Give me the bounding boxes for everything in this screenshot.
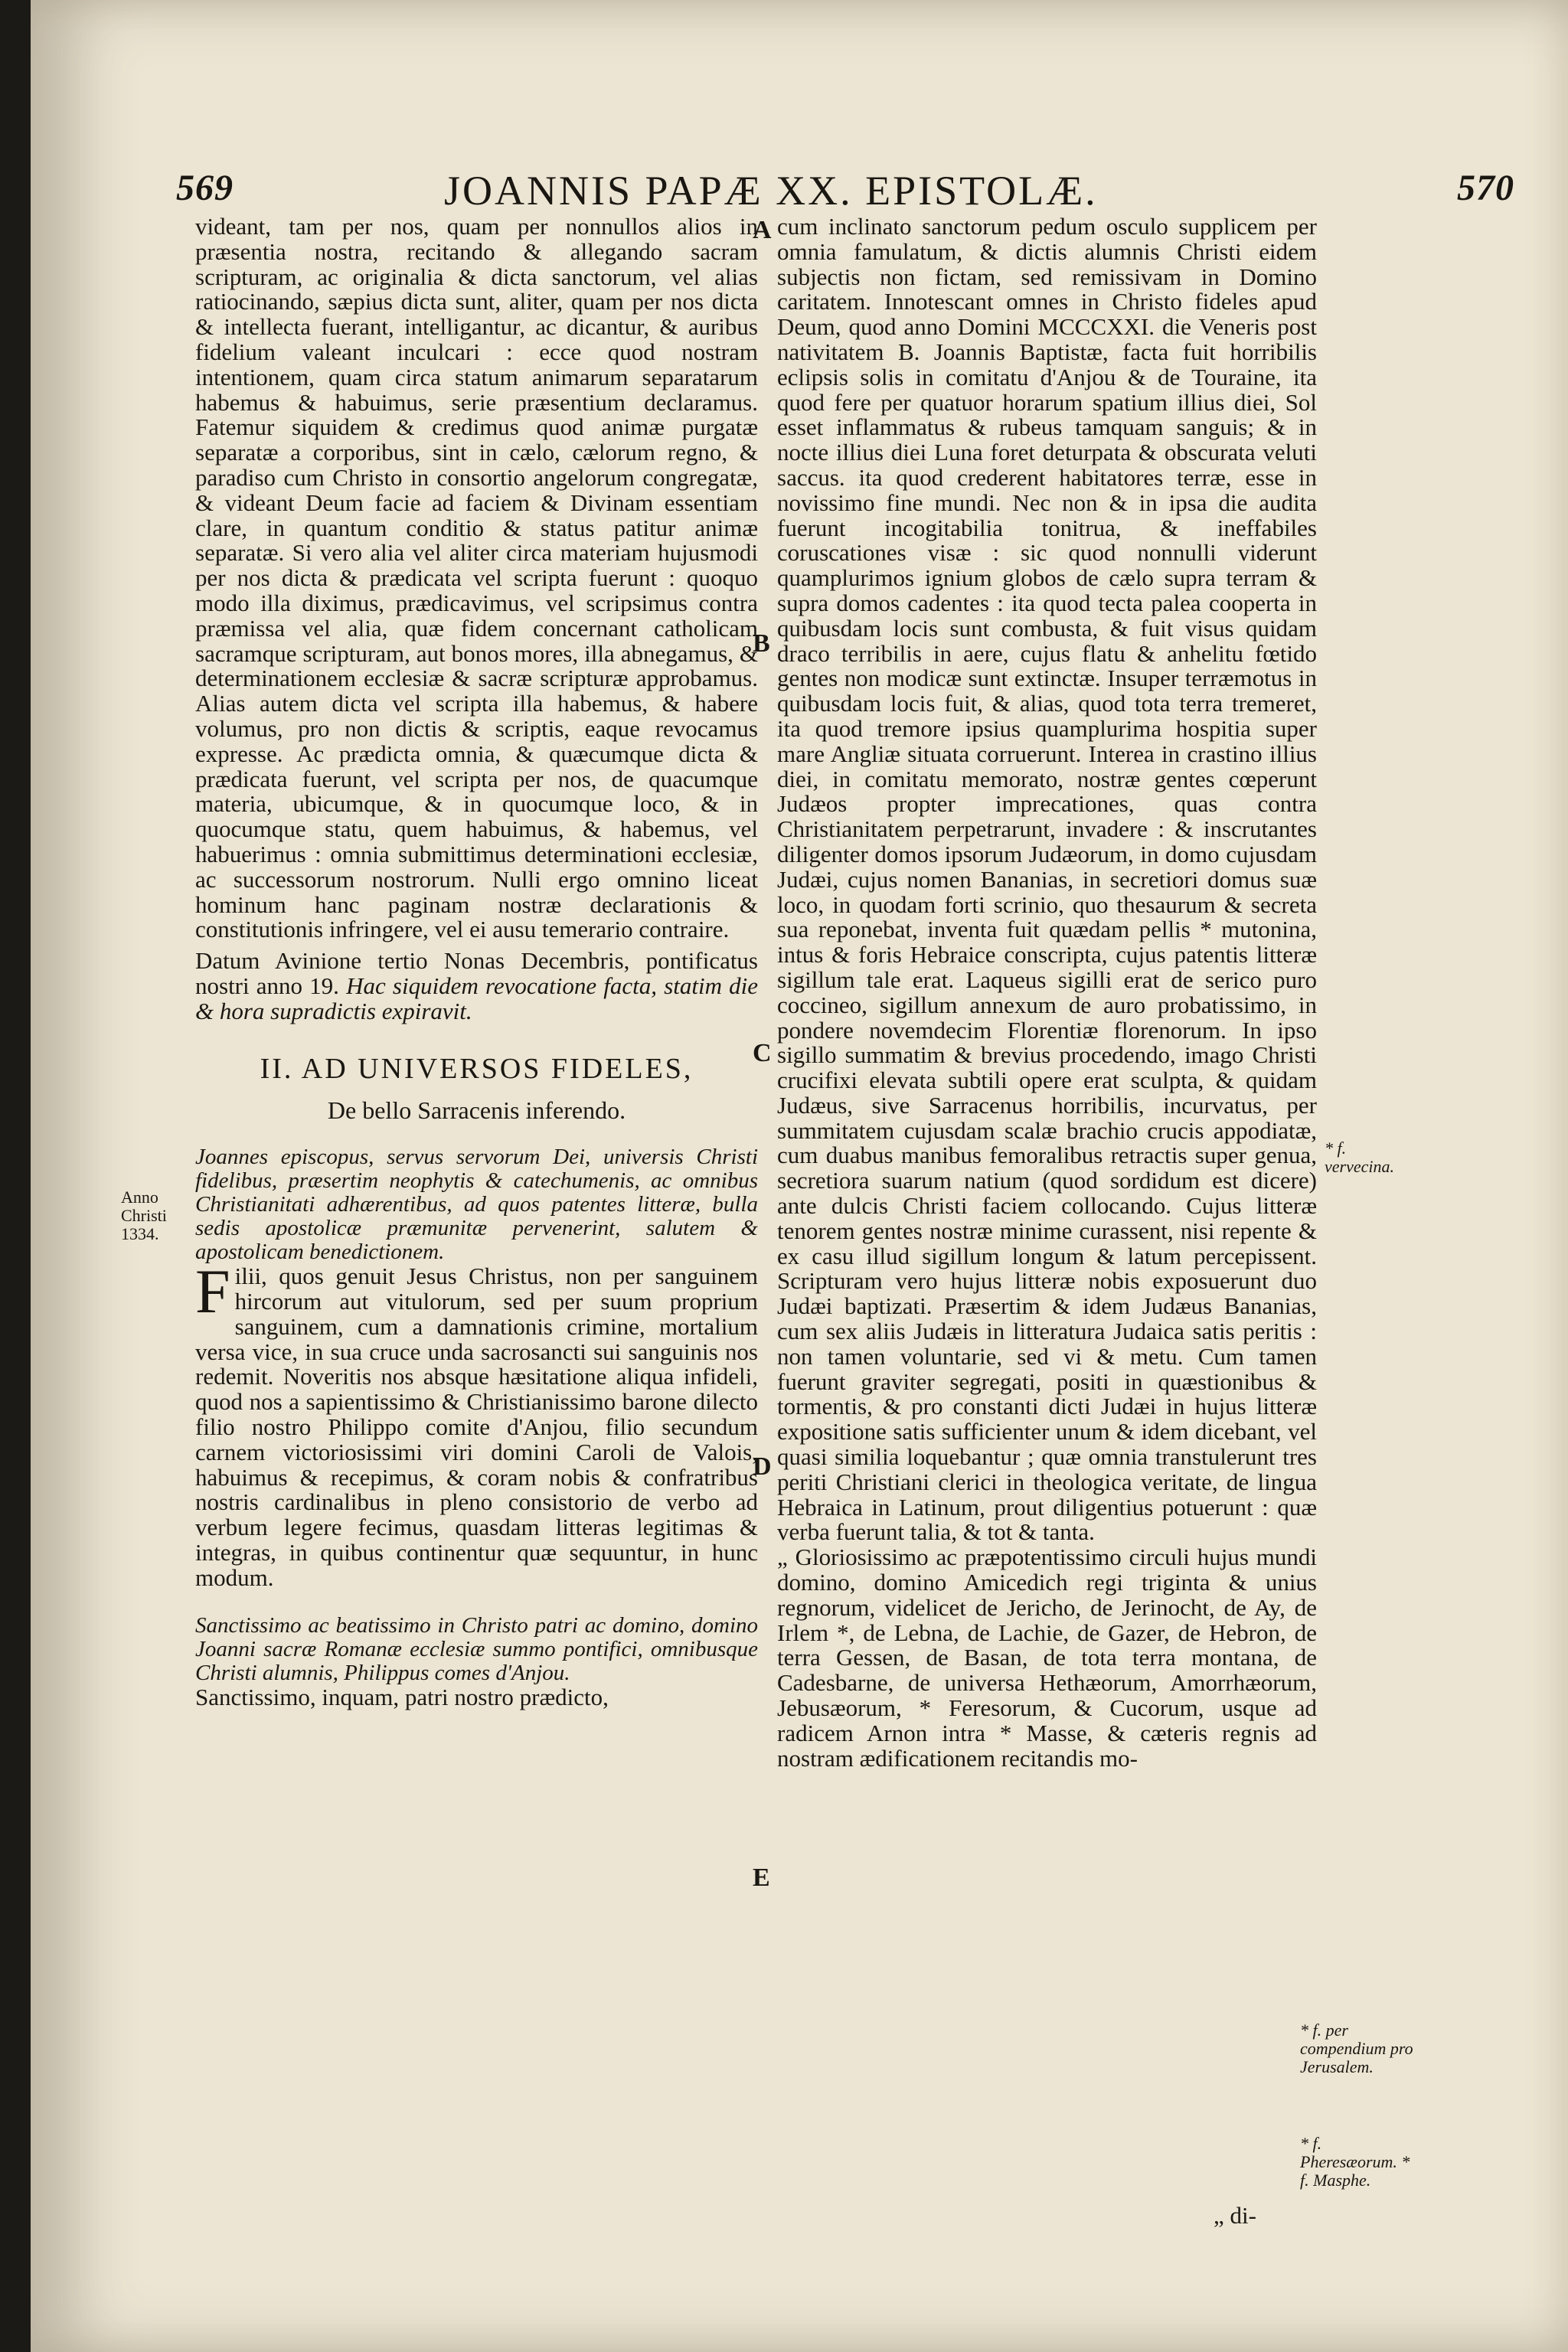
book-page [31,0,1568,2352]
section-letter-c: C [753,1039,772,1067]
running-title: JOANNIS PAPÆ XX. EPISTOLÆ. [444,168,1098,214]
paragraph-declaration: videant, tam per nos, quam per nonnullos alios in præsentia nostra, recitando & allegando sacram scripturam, ac originalia & dicta sanctorum, vel alias ratiocinando, sæpius dicta sunt, aliter, quam per nos dicta & intellecta fuerant, intelligantur, ac dicantur, & auribus fidelium valeant inculcari : ecce quod nostram intentionem, quam circa statum animarum separatarum habemus & habuimus, serie præsentium declaramus. Fatemur siquidem & credimus quod animæ purgatæ separatæ a corporibus, sint in cælo, cælorum regno, & paradiso cum Christo in consortio angelorum congregatæ, & videant Deum facie ad faciem & Divinam essentiam clare, in quantum conditio & status patitur animæ separatæ. Si vero alia vel aliter circa materiam hujusmodi per nos dicta & prædicata vel scripta fuerunt : quoquo modo illa diximus, prædicavimus, vel scripsimus contra præmissa vel alia, quæ fidem concernant catholicam sacramque scripturam, aut bonos mores, illa abnegamus, & determinationem ecclesiæ & sacræ scripturæ approbamus. Alias autem dicta vel scripta illa habemus, & habere volumus, pro non dictis & scriptis, eaque revocamus expresse. Ac prædicta omnia, & quæcumque dicta & prædicata fuerunt, vel scripta per nos, de quacumque materia, ubicumque, & in quocumque loco, & in quocumque statu, quem habuimus, & habemus, vel habuerimus : omnia submittimus determinationi ecclesiæ, ac successorum nostrorum. Nulli ergo omnino liceat hominum hanc paginam nostræ declarationis & constitutionis infringere, vel ei ausu temerario contraire. [195,213,758,943]
margin-note-vervecina: * f. vervecina. [1325,1138,1394,1176]
section-letter-e: E [753,1864,770,1892]
section-letter-d: D [753,1452,772,1481]
salutation-paragraph: Sanctissimo ac beatissimo in Christo patri ac domino, domino Joanni sacræ Romanæ ecclesiæ summo pontifici, omnibusque Christi alumnis, Philippus comes d'Anjou. [195,1612,758,1685]
section-letter-b: B [753,629,770,658]
section-letter-a: A [753,216,772,244]
page-number-left: 569 [176,168,234,208]
quoted-letter: „ Gloriosissimo ac præpotentissimo circuli hujus mundi domino, domino Amicedich regi triginta & unius regnorum, videlicet de Jericho, de Jerinocht, de Ay, de Irlem *, de Lebna, de Lachie, de Gazer, de Hebron, de terra Gessen, de Basan, de tota terra montana, de Cadesbarne, de universa Hethæorum, Amorrhæorum, Jebusæorum, * Feresorum, & Cucorum, usque ad radicem Arnon intra * Masse, & cæteris regnis ad nostram ædificationem recitandis mo- [777,1544,1317,1772]
drop-cap: F [195,1256,230,1327]
margin-note-jerusalem: * f. per compendium pro Jerusalem. [1300,2020,1413,2076]
datum-text: Datum Avinione tertio Nonas Decembris, pontificatus nostri anno 19. [195,947,758,999]
page-number-right: 570 [1457,168,1514,208]
paragraph-letter: cum inclinato sanctorum pedum osculo supplicem per omnia famulatum, & dictis alumnis Christi eidem subjectis non fictam, sed remissivam in Domino caritatem. Innotescant omnes in Christo fideles apud Deum, quod anno Domini MCCCXXI. die Veneris post nativitatem B. Joannis Baptistæ, facta fuit horribilis eclipsis solis in comitatu d'Anjou & de Touraine, ita quod fere per quatuor horarum spatium illius diei, Sol esset inflammatus & rubeus tamquam sanguis; & in nocte illius diei Luna foret deturpata & obscurata veluti saccus. ita quod crederent habitatores terræ, esse in novissimo fine mundi. Nec non & in ipsa die audita fuerunt incogitabilia tonitrua, & ineffabiles coruscationes visæ : sic quod nonnulli viderunt quamplurimos ignium globos de cælo supra terram & supra domos cadentes : ita quod tecta palea cooperta in quibusdam locis sunt combusta, & fuit visus quidam draco terribilis in aere, cujus flatu & anhelitu fœtido gentes non modicæ sunt extinctæ. Insuper terræmotus in quibusdam locis fuit, & alias, quod tota terra tremeret, ita quod tremore ipsius quamplurima hospitia super mare Angliæ situata corruerunt. Interea in crastino illius diei, in comitatu memorato, nostræ gentes cœperunt Judæos propter imprecationes, quas contra Christianitatem perpetrarunt, invadere : & inscrutantes diligenter domos ipsorum Judæorum, in domo cujusdam Judæi, cujus nomen Bananias, in secretiori domus suæ loco, in quodam forti scrinio, quo thesaurum & secreta sua reponebat, inventa fuit quædam pellis * mutonina, intus & foris Hebraice conscripta, cujus patentis litteræ sigillum tale erat. Laqueus sigilli erat de serico puro coccineo, sigillum annexum de auro probatissimo, in pondere novemdecim Florentiæ florenorum. In ipso sigillo summatim & brevius procedendo, imago Christi crucifixi elevata subtili opere erat sculpta, & quidam Judæus, sive Sarracenus horribilis, incurvatus, per summitatem cujusdam scalæ brachio crucis appodiatæ, cum duabus manibus femoralibus retractis super genua, secretiora suarum natium (quod sordidum est dicere) ante dulcis Christi faciem collocando. Cujus litteræ tenorem gentes nostræ minime curassent, nisi repente & ex casu illud sigillum longum & latum percepissent. Scripturam vero hujus litteræ nobis exposuerunt duo Judæi baptizati. Præsertim & idem Judæus Bananias, cum sex aliis Judæis in litteratura Judaica satis peritis : non tamen voluntarie, sed vi & metu. Cum tamen fuerunt graviter segregati, positi in quæstionibus & tormentis, & pro constanti dicti Judæi in hujus litteræ expositione satis sufficienter unum & idem dicebant, vel quasi similia loquebantur ; quæ omnia transtulerunt tres periti Christiani clerici in theologica veritate, de lingua Hebraica in Latinum, prout diligentius potuerunt : quæ verba fuerunt talia, & tot & tanta. [777,213,1317,1546]
right-column [777,214,1317,1771]
datum-note: Hac siquidem revocatione facta, statim die & hora supradictis expiravit. [195,972,759,1024]
closing-line: Sanctissimo, inquam, patri nostro prædicto, [195,1683,609,1710]
paragraph-filii [195,1256,758,1591]
section-heading: II. AD UNIVERSOS FIDELES, [260,1052,694,1085]
section-subheading: De bello Sarracenis inferendo. [327,1096,626,1124]
left-column [195,214,758,1710]
catchword: „ di- [1214,2202,1256,2229]
address-paragraph: Joannes episcopus, servus servorum Dei, universis Christi fidelibus, præsertim neophytis & catechumenis, ac omnibus Christianitati adhærentibus, ad quos patentes litteræ, bulla sedis apostolicæ præmunitæ pervenerint, salutem & apostolicam benedictionem. [195,1145,758,1265]
datum-line [195,949,758,1024]
margin-note-year: Anno Christi 1334. [121,1187,167,1243]
margin-note-pheresaeorum: * f. Pheresæorum. * f. Masphe. [1300,2134,1410,2190]
paragraph-filii-text: ilii, quos genuit Jesus Christus, non per sanguinem hircorum aut vitulorum, sed per suum proprium sanguinem, cum a damnationis crimine, mortalium versa vice, in sua cruce unda sacrosancti sui sanguinis nos redemit. Noveritis nos absque hæsitatione aliqua infideli, quod nos a sapientissimo & Christianissimo barone dilecto filio nostro Philippo comite d'Anjou, filio secundum carnem victoriosissimi viri domini Caroli de Valois, habuimus & recepimus, & coram nobis & confratribus nostris cardinalibus in pleno consistorio de verbo ad verbum legere fecimus, quasdam litteras legitimas & integras, in quibus continentur quæ sequuntur, in hunc modum. [195,1263,758,1591]
